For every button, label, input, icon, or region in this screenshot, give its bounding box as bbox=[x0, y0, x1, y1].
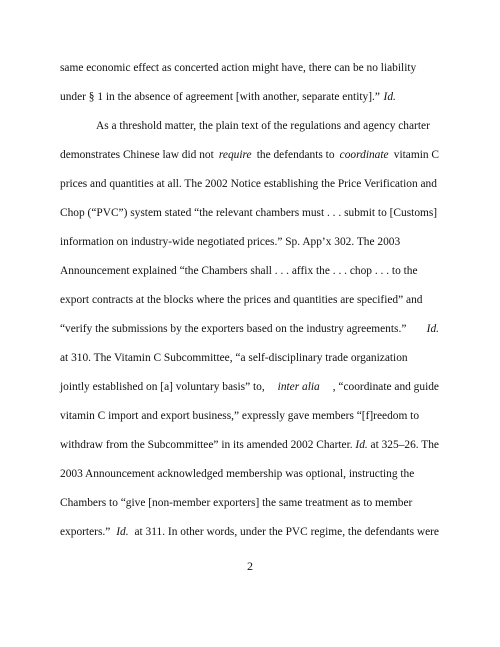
text-line bbox=[60, 431, 439, 460]
page-number: 2 bbox=[247, 559, 253, 573]
italic-text: Id. bbox=[116, 526, 129, 538]
text-segment: same economic effect as concerted action might have, there can be no liability bbox=[60, 62, 417, 74]
text-line bbox=[60, 112, 439, 141]
italic-text: Id. bbox=[426, 323, 439, 335]
text-line bbox=[60, 518, 439, 547]
text-segment: prices and quantities at all. The 2002 Notice establishing the Price Verification and bbox=[60, 178, 437, 190]
text-line bbox=[60, 141, 439, 170]
text-segment: , “coordinate and guide bbox=[332, 381, 439, 393]
text-line bbox=[60, 54, 439, 83]
text-line bbox=[60, 315, 439, 344]
text-segment: Announcement explained “the Chambers shall . . . affix the . . . chop . . . to the bbox=[60, 265, 418, 277]
text-line bbox=[60, 286, 439, 315]
text-segment: vitamin C bbox=[393, 149, 439, 161]
text-segment: at 310. The Vitamin C Subcommittee, “a self-disciplinary trade organization bbox=[60, 352, 408, 364]
text-segment: at 325–26. The bbox=[370, 439, 439, 451]
italic-text: inter alia bbox=[277, 381, 320, 393]
text-segment: export contracts at the blocks where the prices and quantities are specified” and bbox=[60, 294, 423, 306]
text-segment: 2003 Announcement acknowledged membership was optional, instructing the bbox=[60, 468, 415, 480]
italic-text: Id. bbox=[383, 91, 396, 103]
text-line bbox=[60, 373, 439, 402]
text-segment: “verify the submissions by the exporters based on the industry agreements.” bbox=[60, 323, 407, 335]
text-segment: withdraw from the Subcommittee” in its amended 2002 Charter. bbox=[60, 439, 353, 451]
text-segment: demonstrates Chinese law did not bbox=[60, 149, 214, 161]
text-line bbox=[60, 402, 439, 431]
text-line bbox=[60, 257, 439, 286]
text-line bbox=[60, 344, 439, 373]
text-line bbox=[60, 460, 439, 489]
text-segment: under § 1 in the absence of agreement [with another, separate entity].” bbox=[60, 91, 380, 103]
text-segment: vitamin C import and export business,” expressly gave members “[f]reedom to bbox=[60, 410, 420, 422]
text-line bbox=[60, 170, 439, 199]
body-text bbox=[60, 54, 439, 547]
text-line bbox=[60, 199, 439, 228]
text-segment: information on industry-wide negotiated prices.” Sp. App’x 302. The 2003 bbox=[60, 236, 401, 248]
text-segment: Chambers to “give [non-member exporters] the same treatment as to member bbox=[60, 497, 413, 509]
text-segment: exporters.” bbox=[60, 526, 111, 538]
text-segment: at 311. In other words, under the PVC regime, the defendants were bbox=[134, 526, 439, 538]
text-segment: the defendants to bbox=[256, 149, 335, 161]
text-line bbox=[60, 83, 439, 112]
italic-text: Id. bbox=[355, 439, 368, 451]
italic-text: require bbox=[218, 149, 252, 161]
text-line bbox=[60, 489, 439, 518]
text-line bbox=[60, 228, 439, 257]
italic-text: coordinate bbox=[339, 149, 389, 161]
text-segment: Chop (“PVC”) system stated “the relevant chambers must . . . submit to [Customs] bbox=[60, 207, 438, 219]
text-segment: jointly established on [a] voluntary basis” to, bbox=[60, 381, 265, 393]
text-segment: As a threshold matter, the plain text of the regulations and agency charter bbox=[96, 120, 430, 132]
